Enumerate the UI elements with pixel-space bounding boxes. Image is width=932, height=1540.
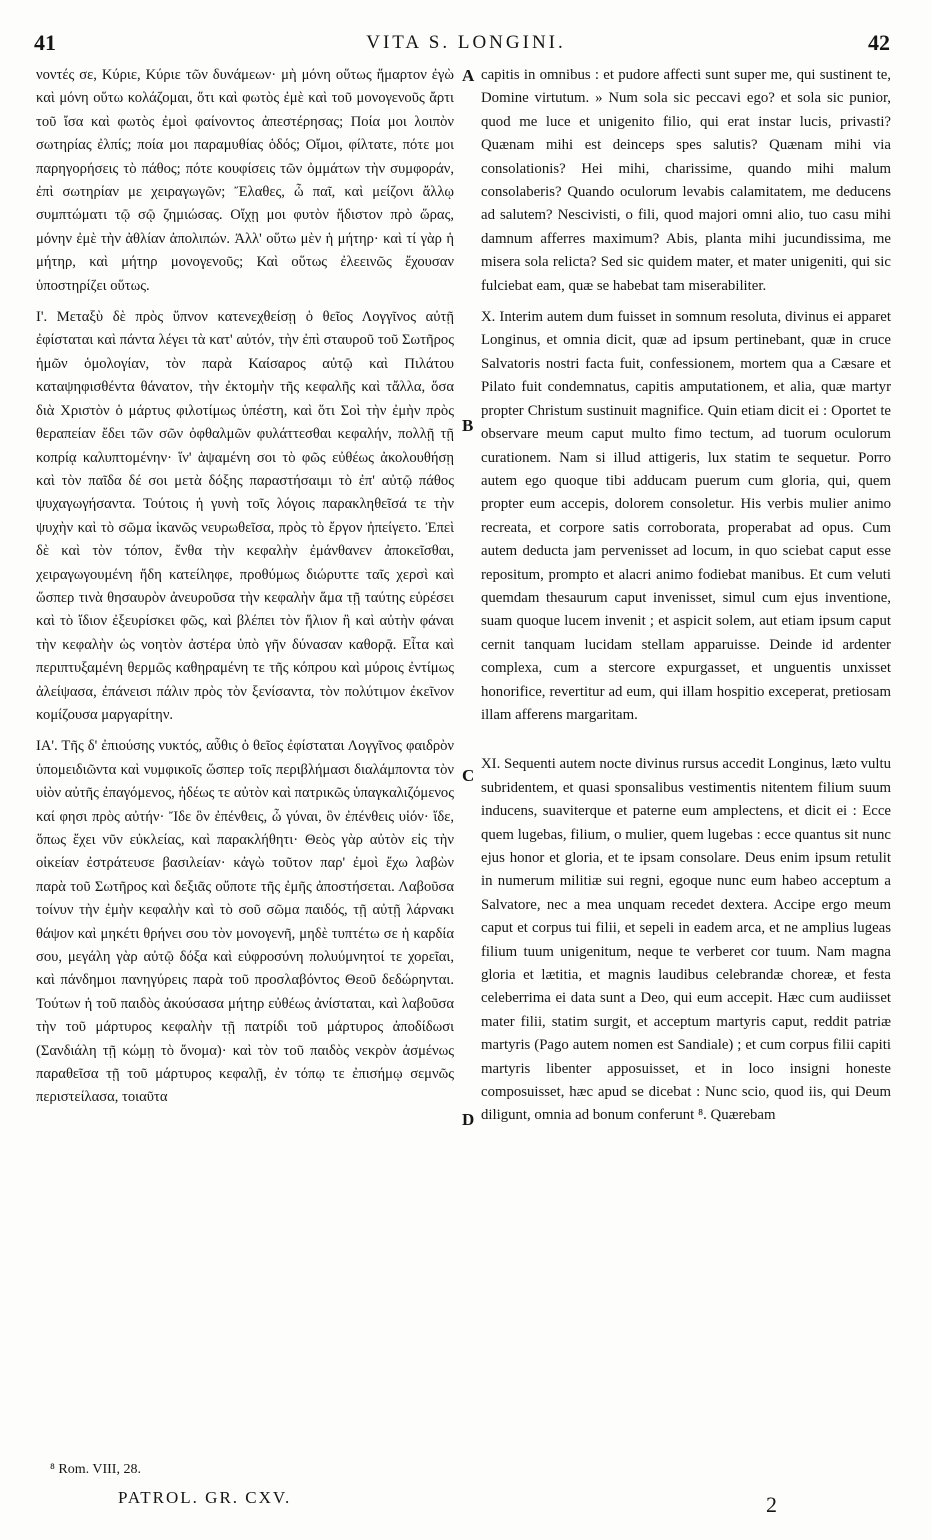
greek-column bbox=[36, 64, 454, 1110]
margin-marker-c: C bbox=[462, 766, 475, 785]
latin-paragraph-2: X. Interim autem dum fuisset in somnum resoluta, divinus ei apparet Longinus, et omnia dicit, quæ ad ipsum pertinebant, quæ in cruce Salvatoris nostri facta fuit, confessionem, mortem qua a Cæsare et Pilato fuit condemnatus, capitis amputationem, et alia, quæ martyr propter Christum sustinuit magnifice. Quin etiam dicit ei : Oportet te observare meum caput multo fimo tectum, ad tuorum oculorum curationem. Nam si illud attigeris, lux statim te sequetur. Porro autem ego quoque tibi adducam puerum cum gloria, qui, quem propter eum accepis, dolorem consoletur. His verbis mulier animo recreata, et corpore satis corroborata, properabat ad opus. Cum autem deducta jam pervenisset ad locum, in quo sciebat caput esse repositum, prompto et alacri animo fodiebat manibus. Et cum veluti quemdam thesaurum caput invenisset, simul cum ejus inventione, suam quoque lucem invenit ; et aspicit solem, aut etiam ipsum caput cernit tanquam lucidam stellam apparuisse. Deinde id ardenter complexa, cum a stercore expurgasset, et unguentis unxisset honorifice, revertitur ad eum, qui illam hospitio exceperat, pretiosam illam afferens margaritam. bbox=[481, 309, 891, 723]
greek-paragraph-2: Ι'. Μεταξὺ δὲ πρὸς ὕπνον κατενεχθείσῃ ὁ θεῖος Λογγῖνος αὐτῇ ἐφίσταται καὶ πάντα λέγει τὰ κατ' αὐτόν, τὴν ἐπὶ σταυροῦ τοῦ Σωτῆρος ἡμῶν ὁμολογίαν, τὸν παρὰ Καίσαρος αὐτῷ καὶ Πιλάτου καταψηφισθέντα θάνατον, τὴν ἐκτομὴν τῆς κεφαλῆς καὶ τἄλλα, ὅσα διὰ Χριστὸν ὁ μάρτυς φιλοτίμως ὑπέστη, καὶ ὅτι Σοὶ τὴν ἐμὴν πρὸς θεραπείαν ἔδει τῶν σῶν ὀφθαλμῶν φυλάττεσθαι κεφαλήν, πολλῇ τῇ κοπρίᾳ καλυπτομένην· ἵν' ἁψαμένη σοι τὸ φῶς εὐθέως ἀκολουθήσῃ καὶ τὸν παῖδα δέ σοι μετὰ δόξης παραστήσαιμι τὸ ἐπ' αὐτῷ πάθος ψυχαγωγήσαντα. Τούτοις ἡ γυνὴ τοῖς λόγοις παρακληθεῖσά τε τὴν ψυχὴν καὶ τὸ σῶμα ἱκανῶς νευρωθεῖσα, πρὸς τὸ ἔργον ἠπείγετο. Ἐπεὶ δὲ καὶ τὸν τόπον, ἔνθα τὴν κεφαλὴν ἐμάνθανεν ἀποκεῖσθαι, χειραγωγουμένη ἤδη κατείληφε, προθύμως διώρυττε ταῖς χερσὶ καὶ ὥσπερ τινὰ θησαυρὸν ἀνευροῦσα τὴν κεφαλὴν ἅμα τῇ ταύτης εὑρέσει καὶ τὸ ἴδιον ἐξευρίσκει φῶς, καὶ βλέπει τὸν ἥλιον ἢ καὶ αὐτὴν φάναι τὴν κεφαλὴν ὡς νοητὸν ἀστέρα ὑπὸ γῆν δύνασαν καθορᾷ. Εἶτα καὶ περιπτυξαμένη θερμῶς καθηραμένη τε τῆς κόπρου καὶ μύροις ἐντίμως ἀλείψασα, ἐπάνεισι πάλιν πρὸς τὸν ξενίσαντα, τὸν πολύτιμον ἐκεῖνον κομίζουσα μαργαρίτην. bbox=[36, 309, 454, 723]
latin-paragraph-1: capitis in omnibus : et pudore affecti sunt super me, qui sustinent te, Domine virtutum. » Num sola sic peccavi ego? et sola sic punior, quod me luce et unigenito filio, qui erat instar lucis, privasti? Quænam mihi est deinceps spes salutis? Quænam mihi via consolationis? Hei mihi, charissime, quando mihi malum consolaberis? Quando oculorum levabis calamitatem, me deducens ad salutem? Nescivisti, o fili, quod majori omni alio, tuo casu mihi damnum afferres maximum? Abis, planta mihi jucundissima, me misera sola relicta? Sed sic quidem mater, et mater unigeniti, qui sic fulciebat eam, quæ se habebat tam miserabiliter. bbox=[481, 67, 891, 294]
margin-marker-d: D bbox=[462, 1110, 475, 1129]
printer-signature: PATROL. GR. CXV. bbox=[118, 1488, 292, 1507]
latin-column bbox=[481, 64, 891, 1128]
page-number-left: 41 bbox=[34, 30, 56, 55]
sheet-number: 2 bbox=[766, 1492, 777, 1517]
running-title: VITA S. LONGINI. bbox=[366, 32, 566, 53]
greek-paragraph-3: ΙΑ'. Τῆς δ' ἐπιούσης νυκτός, αὖθις ὁ θεῖος ἐφίσταται Λογγῖνος φαιδρὸν ὑπομειδιῶντα καὶ νυμφικοῖς ὥσπερ τοῖς περιβλήμασι διαλάμποντα τὸν υἱὸν αὐτῆς ἐπαγόμενος, ἠδέως τε αὐτὸν καὶ πατρικῶς ὑπαγκαλιζόμενος καί φησι πρὸς αὐτήν· Ἴδε ὃν ἐπένθεις, ὦ γύναι, ὃν ἐπένθεις υἱόν· ἴδε, ὅπως ἔχει νῦν εὐκλείας, καὶ παρακλήθητι· Θεὸς γὰρ αὐτὸν εἰς τὴν οἰκείαν ἐστράτευσε βασιλείαν· κἀγὼ τοῦτον παρ' ἐμοὶ ἔχω λαβὼν παρὰ τοῦ Σωτῆρος καὶ δεξιᾶς οὔποτε τῆς ἐμῆς ἀποστήσεται. Λαβοῦσα τοίνυν τὴν ἐμὴν κεφαλὴν καὶ τὸ σοῦ σῶμα παιδός, τῇ αὐτῇ λάρνακι θάψον καὶ μηκέτι θρήνει σου τὸν μονογενῆ, μηδὲ τυπτέτω σε ἡ καρδία σου, μεγάλη γὰρ αὐτῷ δόξα καὶ εὐφροσύνη πολυύμνητοί τε χορεῖαι, καὶ πάνδημοι πανηγύρεις παρὰ τοῦ προσλαβόντος Θεοῦ δεδώρηνται. Τούτων ἡ τοῦ παιδὸς ἀκούσασα μήτηρ εὐθέως ἀνίσταται, καὶ λαβοῦσα τὴν τοῦ μάρτυρος κεφαλὴν τῇ πατρίδι τοῦ μάρτυρος ἀποδίδωσι (Σανδιάλη τῇ κώμῃ τὸ ὄνομα)· καὶ τὸν τοῦ παιδὸς νεκρὸν ἀσμένως παραθεῖσα τῇ τοῦ μάρτυρος κεφαλῇ, ἐν τόπῳ τε ἐπισήμῳ σεμνῶς περιστείλασα, τοιαῦτα bbox=[36, 738, 454, 1106]
greek-paragraph-1: νοντές σε, Κύριε, Κύριε τῶν δυνάμεων· μὴ μόνη οὕτως ἥμαρτον ἐγὼ καὶ μόνη οὕτω κολάζομαι, ὅτι καὶ φωτὸς ἐμὲ καὶ τοῦ μονογενοῦς ἄρτι τοῦ ἴσα καὶ φωτὸς ἐμοὶ φαίνοντος ἀπεστέρησας; Ποία μοι λοιπὸν σωτηρίας ἐλπίς; ποία μοι παραμυθίας ὁδός; Οἴμοι, φίλτατε, πότε μοι παρηγορήσεις τὸ πάθος; πότε κουφίσεις τῶν ὀμμάτων τὴν συμφοράν, ἐπὶ σωτηρίαν με χειραγωγῶν; Ἔλαθες, ὦ παῖ, καὶ μείζονι ἄλλῳ συμπτώματι τῷ σῷ ζημιώσας. Οἴχῃ μοι φυτὸν ἥδιστον πρὸ ὥρας, μόνην ἐμὲ τὴν ἀθλίαν ἀπολιπών. Ἀλλ' οὕτω μὲν ἡ μήτηρ· καὶ τί γὰρ ἡ μήτηρ, καὶ μήτηρ μονογενοῦς; Καὶ οὕτως ἐλεεινῶς ἔχουσαν ὑποστηρίζει οὕτως. bbox=[36, 67, 454, 294]
footnote: ⁸ Rom. VIII, 28. bbox=[50, 1462, 141, 1477]
page-number-right: 42 bbox=[868, 30, 890, 55]
latin-paragraph-3: XI. Sequenti autem nocte divinus rursus accedit Longinus, læto vultu subridentem, et quasi sponsalibus vestimentis nitentem filium suum inducens, suaviterque et paterne eum amplectens, et dicit ei : Ecce quem lugebas, filium, o mulier, quem lugebas : ecce quantus sit nunc ejus honor et gloria, et te ipsam consolare. Deus enim ipsum retulit in numerum militiæ sui regni, egoque nunc eum habeo acceptum a Salvatore, nec a mea unquam recedet dextera. Accipe ergo meum caput et corpus tui filii, et sepeli in eadem arca, et ne amplius lugeas filium tuum unigenitum, neque te verberet cor tuum. Nam magna gloria et lætitia, et magnis laudibus celebrandæ choreæ, et festa celeberrima ei data sunt a Deo, qui eum accepit. Hæc cum audiisset mater filii, statim surgit, et acceptum martyris caput, reddit patriæ martyris (Pago autem nomen est Sandiale) ; et cum corpus filii capiti martyris libenter apposuisset, et in loco insigni honeste composuisset, hæc apud se dicebat : Nunc scio, quod iis, qui Deum diligunt, omnia ad bonum conferunt ⁸. Quærebam bbox=[481, 756, 891, 1124]
margin-marker-b: B bbox=[462, 416, 474, 435]
page-header bbox=[0, 30, 932, 60]
margin-marker-a: A bbox=[462, 66, 475, 85]
